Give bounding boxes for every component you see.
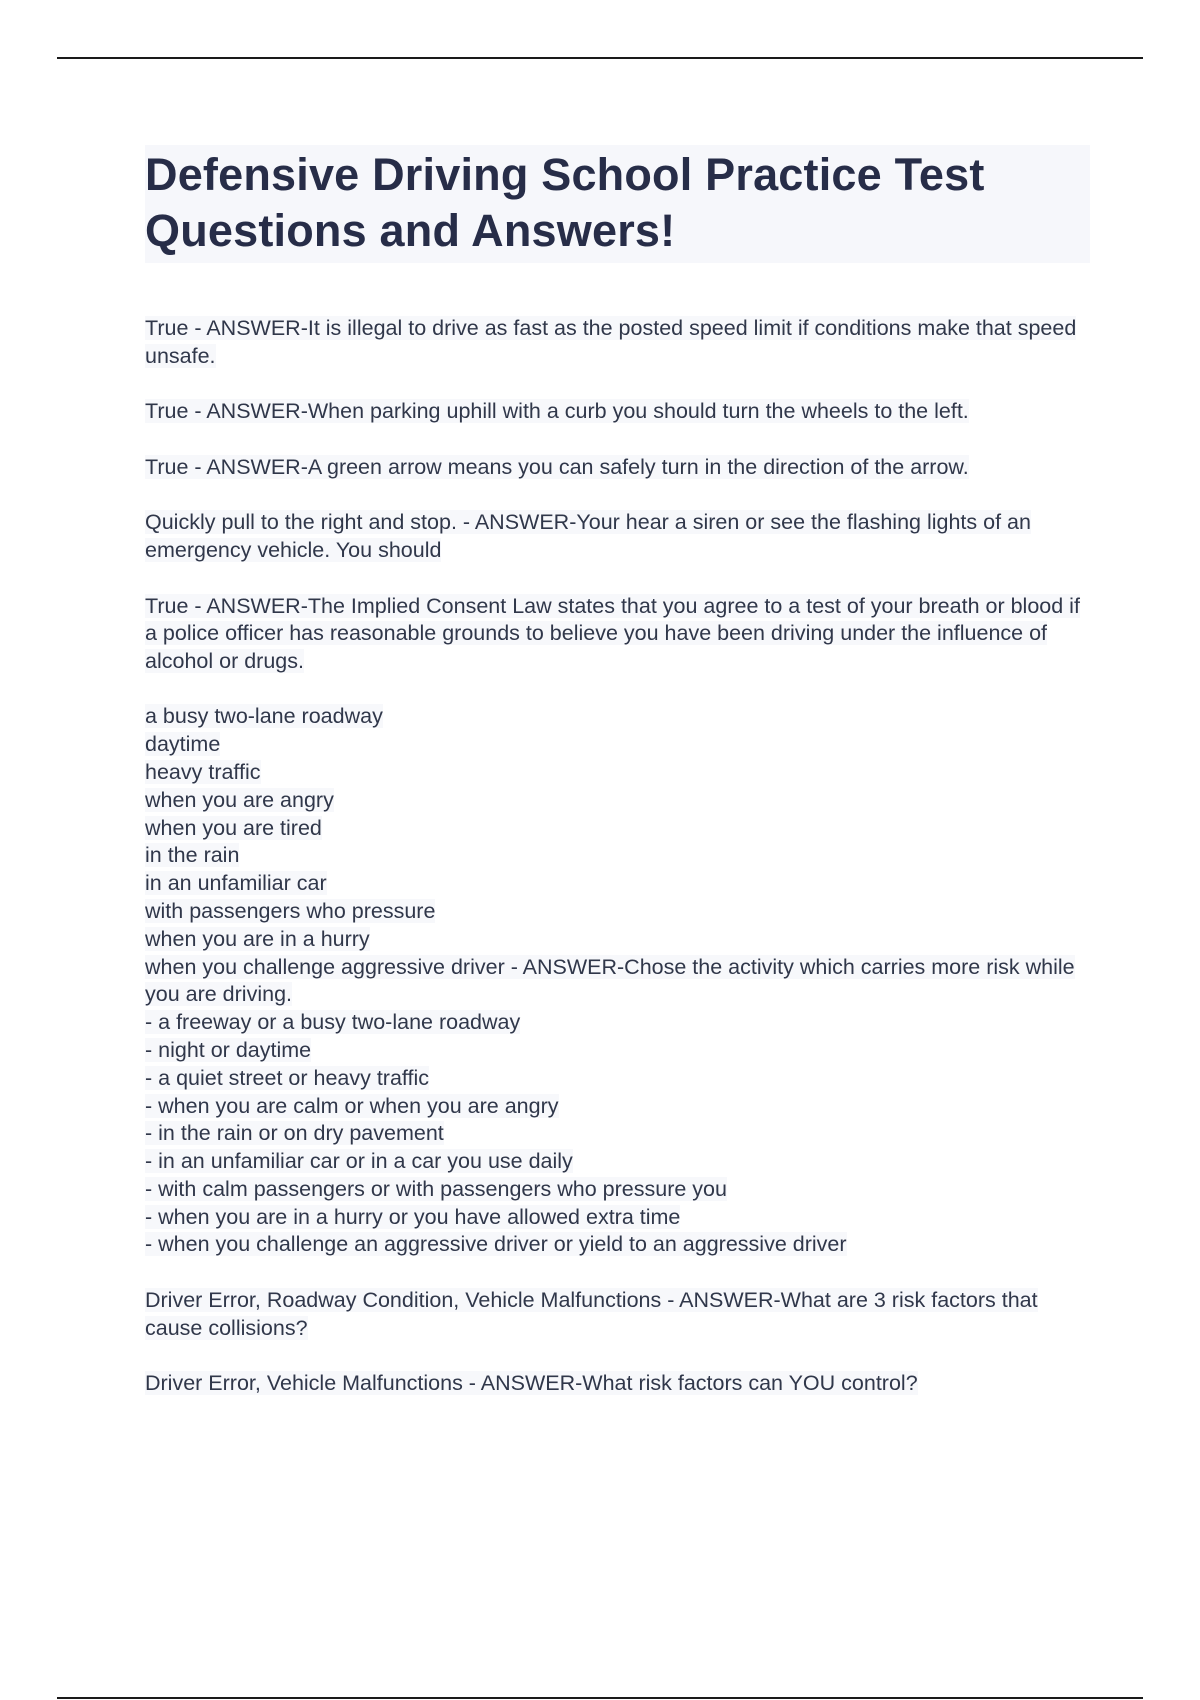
- header-rule: [57, 57, 1143, 59]
- qa-text: True - ANSWER-It is illegal to drive as fast as the posted speed limit if conditions make that speed unsafe.: [145, 316, 1077, 368]
- list-item: when you are tired: [145, 815, 322, 840]
- list-item: - a quiet street or heavy traffic: [145, 1065, 430, 1090]
- list-item: - a freeway or a busy two-lane roadway: [145, 1010, 521, 1035]
- qa-text: True - ANSWER-When parking uphill with a curb you should turn the wheels to the left.: [145, 399, 969, 424]
- qa-text: True - ANSWER-A green arrow means you can safely turn in the direction of the arrow.: [145, 454, 969, 479]
- qa-item: [145, 398, 1090, 426]
- qa-text: Driver Error, Vehicle Malfunctions - ANSWER-What risk factors can YOU control?: [145, 1371, 918, 1396]
- qa-item: [145, 1370, 1090, 1398]
- list-item: daytime: [145, 732, 221, 757]
- qa-item: [145, 593, 1090, 676]
- title-block: [145, 145, 1090, 263]
- list-item: when you are in a hurry: [145, 926, 370, 951]
- list-item: in an unfamiliar car: [145, 871, 327, 896]
- list-item: - when you are in a hurry or you have allowed extra time: [145, 1204, 681, 1229]
- list-item: a busy two-lane roadway: [145, 704, 383, 729]
- list-item: - when you are calm or when you are angry: [145, 1093, 559, 1118]
- qa-item: [145, 315, 1090, 370]
- risk-activity-list: [145, 703, 1090, 1259]
- footer-rule: [57, 1697, 1143, 1699]
- qa-text: Quickly pull to the right and stop. - ANSWER-Your hear a siren or see the flashing lights of an emergency vehicle. You should: [145, 510, 1031, 562]
- list-item: - in an unfamiliar car or in a car you use daily: [145, 1149, 573, 1174]
- qa-item: [145, 1287, 1090, 1342]
- list-item: in the rain: [145, 843, 240, 868]
- list-item: - when you challenge an aggressive driver or yield to an aggressive driver: [145, 1232, 847, 1257]
- list-item: when you challenge aggressive driver - ANSWER-Chose the activity which carries more risk while you are driving.: [145, 954, 1075, 1007]
- qa-item: [145, 454, 1090, 482]
- list-item: - with calm passengers or with passengers who pressure you: [145, 1176, 727, 1201]
- list-item: - night or daytime: [145, 1037, 312, 1062]
- qa-text: True - ANSWER-The Implied Consent Law states that you agree to a test of your breath or blood if a police officer has reasonable grounds to believe you have been driving under the influence of alcohol or drugs.: [145, 593, 1080, 673]
- page-title: Defensive Driving School Practice Test Questions and Answers!: [145, 149, 985, 256]
- list-item: - in the rain or on dry pavement: [145, 1121, 444, 1146]
- list-item: with passengers who pressure: [145, 898, 436, 923]
- qa-text: Driver Error, Roadway Condition, Vehicle Malfunctions - ANSWER-What are 3 risk factors that cause collisions?: [145, 1288, 1038, 1340]
- list-item: when you are angry: [145, 787, 334, 812]
- qa-item: [145, 509, 1090, 564]
- document-body: [145, 145, 1090, 1426]
- list-item: heavy traffic: [145, 759, 261, 784]
